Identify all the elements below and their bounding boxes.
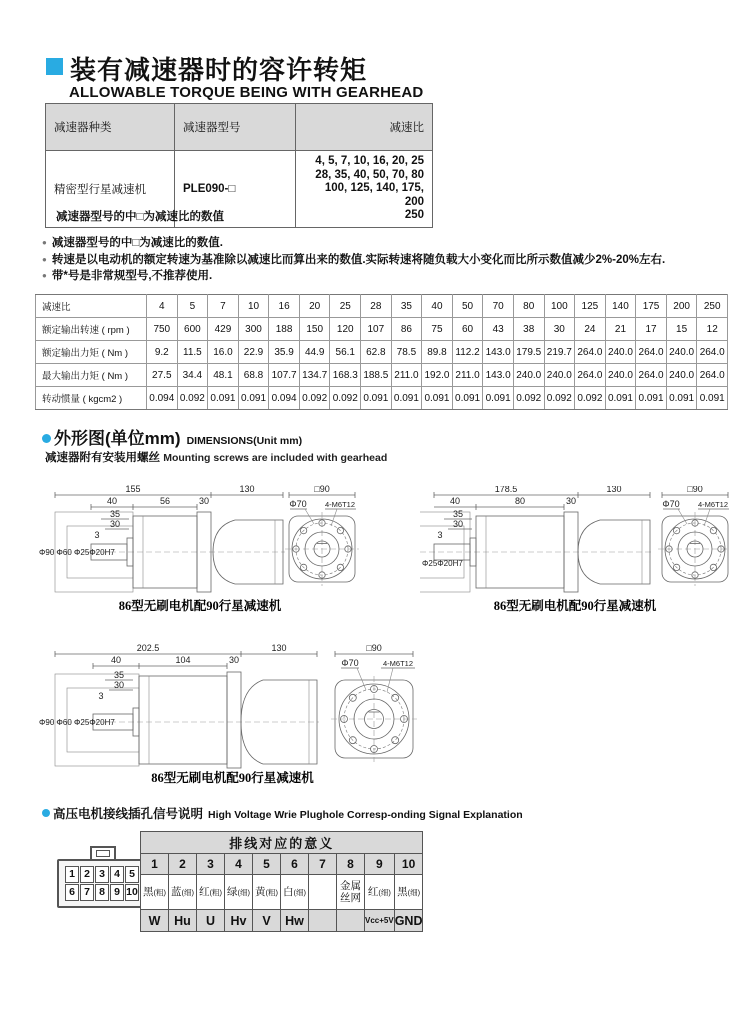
spec-value: 86 bbox=[391, 318, 422, 341]
spec-value: 240.0 bbox=[605, 364, 636, 387]
spec-value: 5 bbox=[177, 295, 208, 318]
dim-pilot-diameter: Φ70 bbox=[341, 658, 359, 668]
page-title-row bbox=[46, 50, 367, 87]
spec-row-label: 最大输出力矩 ( Nm ) bbox=[36, 364, 147, 387]
spec-value: 38 bbox=[513, 318, 544, 341]
spec-value: 0.091 bbox=[697, 387, 728, 410]
spec-value: 0.092 bbox=[299, 387, 330, 410]
spec-value: 9.2 bbox=[147, 341, 178, 364]
dim-shaft-diameters: Φ90 Φ60 Φ25Φ20H7 bbox=[39, 718, 115, 727]
connector-plug-icon bbox=[57, 846, 149, 908]
wiring-signal-cell: Hu bbox=[169, 910, 197, 932]
spec-value: 22.9 bbox=[238, 341, 269, 364]
dim-shaft-diameters: Φ90 Φ60 Φ25Φ20H7 bbox=[39, 548, 115, 557]
wiring-section-header bbox=[42, 804, 523, 822]
spec-value: 10 bbox=[238, 295, 269, 318]
wire-thickness-note: (细) bbox=[181, 887, 194, 897]
wiring-signal-cell: GND bbox=[394, 910, 423, 932]
wiring-pin-number: 1 bbox=[141, 854, 169, 875]
spec-value: 264.0 bbox=[697, 364, 728, 387]
dim-d4: 35 bbox=[452, 509, 464, 519]
dim-bolt-spec: 4-M6T12 bbox=[697, 500, 729, 509]
wiring-signal-cell: U bbox=[197, 910, 225, 932]
dim-total: 178.5 bbox=[494, 486, 518, 494]
drawing-2-dimensions bbox=[422, 486, 650, 568]
spec-value: 4 bbox=[147, 295, 178, 318]
dim-total: 202.5 bbox=[136, 643, 160, 653]
spec-value: 12 bbox=[697, 318, 728, 341]
gearhead-header-row bbox=[46, 104, 433, 151]
spec-value: 600 bbox=[177, 318, 208, 341]
dim-bolt-spec: 4-M6T12 bbox=[382, 659, 414, 668]
spec-value: 7 bbox=[208, 295, 239, 318]
title-square-icon bbox=[46, 58, 63, 75]
spec-value: 0.091 bbox=[422, 387, 453, 410]
spec-value: 264.0 bbox=[636, 364, 667, 387]
spec-value: 11.5 bbox=[177, 341, 208, 364]
spec-row bbox=[36, 341, 728, 364]
spec-value: 750 bbox=[147, 318, 178, 341]
spec-value: 219.7 bbox=[544, 341, 575, 364]
spec-value: 0.091 bbox=[636, 387, 667, 410]
wiring-color-cell: 金属丝网 bbox=[337, 875, 365, 910]
spec-value: 0.094 bbox=[269, 387, 300, 410]
spec-value: 250 bbox=[697, 295, 728, 318]
spec-value: 192.0 bbox=[422, 364, 453, 387]
spec-value: 60 bbox=[452, 318, 483, 341]
spec-value: 211.0 bbox=[452, 364, 483, 387]
spec-value: 89.8 bbox=[422, 341, 453, 364]
wire-thickness-note: (粗) bbox=[265, 887, 278, 897]
dim-flange-length: 30 bbox=[198, 496, 210, 506]
wiring-signal-cell bbox=[337, 910, 365, 932]
spec-value: 0.092 bbox=[544, 387, 575, 410]
connector-row-2 bbox=[61, 884, 143, 901]
col-gearhead-model: 减速器型号 bbox=[175, 104, 296, 151]
wiring-pin-number: 4 bbox=[225, 854, 253, 875]
dimensions-title-en: DIMENSIONS(Unit mm) bbox=[186, 435, 303, 447]
dim-d6: 3 bbox=[94, 530, 100, 540]
connector-pin: 6 bbox=[65, 884, 79, 901]
wiring-pin-number: 3 bbox=[197, 854, 225, 875]
spec-value: 0.091 bbox=[238, 387, 269, 410]
spec-value: 16.0 bbox=[208, 341, 239, 364]
spec-value: 0.092 bbox=[330, 387, 361, 410]
wire-thickness-note: (粗) bbox=[153, 887, 166, 897]
spec-row-label: 额定输出转速 ( rpm ) bbox=[36, 318, 147, 341]
spec-value: 78.5 bbox=[391, 341, 422, 364]
dim-motor-length: 130 bbox=[606, 486, 622, 494]
spec-value: 62.8 bbox=[361, 341, 392, 364]
wiring-pin-number: 9 bbox=[365, 854, 395, 875]
spec-value: 44.9 bbox=[299, 341, 330, 364]
spec-value: 35.9 bbox=[269, 341, 300, 364]
dimensions-subtitle-zh: 减速器附有安装用螺丝 bbox=[45, 452, 160, 464]
spec-value: 20 bbox=[299, 295, 330, 318]
drawing-1-front-view bbox=[285, 484, 359, 586]
connector-pin: 4 bbox=[110, 866, 124, 883]
dim-motor-length: 130 bbox=[239, 484, 255, 494]
spec-value: 0.091 bbox=[208, 387, 239, 410]
spec-value: 240.0 bbox=[605, 341, 636, 364]
dim-total: 155 bbox=[125, 484, 141, 494]
wiring-color-cell: 蓝(细) bbox=[169, 875, 197, 910]
drawing-2-caption: 86型无刷电机配90行星减速机 bbox=[493, 599, 657, 613]
spec-value: 150 bbox=[299, 318, 330, 341]
dim-shaft-diameters: Φ25Φ20H7 bbox=[422, 559, 463, 568]
wiring-color-row bbox=[141, 875, 423, 910]
gearhead-ratio-cell bbox=[296, 151, 433, 228]
spec-value: 0.092 bbox=[575, 387, 606, 410]
dim-flange-length: 30 bbox=[565, 496, 577, 506]
connector-pin: 2 bbox=[80, 866, 94, 883]
spec-row bbox=[36, 318, 728, 341]
spec-value: 264.0 bbox=[636, 341, 667, 364]
wiring-pin-number: 5 bbox=[253, 854, 281, 875]
wire-thickness-note: (细) bbox=[407, 887, 421, 897]
wiring-signal-cell: Hv bbox=[225, 910, 253, 932]
dim-d4: 35 bbox=[109, 509, 121, 519]
wire-thickness-note: (细) bbox=[378, 887, 391, 897]
spec-row-label: 转动惯量 ( kgcm2 ) bbox=[36, 387, 147, 410]
spec-value: 34.4 bbox=[177, 364, 208, 387]
spec-value: 120 bbox=[330, 318, 361, 341]
spec-value: 0.091 bbox=[391, 387, 422, 410]
spec-value: 143.0 bbox=[483, 341, 514, 364]
spec-value: 240.0 bbox=[666, 341, 697, 364]
wiring-color-cell: 黑(细) bbox=[394, 875, 423, 910]
spec-row-label: 减速比 bbox=[36, 295, 147, 318]
page-title-en: ALLOWABLE TORQUE BEING WITH GEARHEAD bbox=[69, 84, 424, 101]
dim-gearbox-length: 104 bbox=[175, 655, 191, 665]
dim-flange-square: □90 bbox=[687, 486, 703, 494]
drawing-3-front-view bbox=[331, 643, 417, 762]
wiring-pin-number: 8 bbox=[337, 854, 365, 875]
connector-pin: 9 bbox=[110, 884, 124, 901]
dim-shaft-length: 40 bbox=[110, 655, 122, 665]
wiring-color-cell: 红(粗) bbox=[197, 875, 225, 910]
spec-value: 21 bbox=[605, 318, 636, 341]
connector-body bbox=[57, 859, 147, 908]
bullet-icon bbox=[42, 809, 50, 817]
wiring-pin-number: 6 bbox=[281, 854, 309, 875]
spec-value: 429 bbox=[208, 318, 239, 341]
drawing-3-caption: 86型无刷电机配90行星减速机 bbox=[151, 771, 314, 785]
dim-d4: 35 bbox=[113, 670, 125, 680]
spec-value: 70 bbox=[483, 295, 514, 318]
gearhead-footnote: 减速器型号的中□为减速比的数值 bbox=[56, 211, 224, 223]
dim-pilot-diameter: Φ70 bbox=[289, 499, 307, 509]
spec-row-label: 额定输出力矩 ( Nm ) bbox=[36, 341, 147, 364]
notes-list bbox=[42, 235, 742, 285]
gearhead-model: PLE090-□ bbox=[175, 151, 296, 228]
spec-value: 28 bbox=[361, 295, 392, 318]
wire-thickness-note: (细) bbox=[237, 887, 250, 897]
wiring-color-cell bbox=[309, 875, 337, 910]
spec-value: 107 bbox=[361, 318, 392, 341]
spec-value: 0.091 bbox=[666, 387, 697, 410]
wiring-color-cell: 红(细) bbox=[365, 875, 395, 910]
spec-value: 175 bbox=[636, 295, 667, 318]
dim-shaft-length: 40 bbox=[449, 496, 461, 506]
spec-value: 112.2 bbox=[452, 341, 483, 364]
spec-value: 125 bbox=[575, 295, 606, 318]
spec-value: 17 bbox=[636, 318, 667, 341]
drawing-2-front-view bbox=[658, 486, 730, 586]
dimensions-subtitle bbox=[45, 449, 387, 465]
connector-pin: 5 bbox=[125, 866, 139, 883]
spec-value: 134.7 bbox=[299, 364, 330, 387]
spec-value: 68.8 bbox=[238, 364, 269, 387]
dim-gearbox-length: 56 bbox=[159, 496, 171, 506]
wiring-pin-number: 7 bbox=[309, 854, 337, 875]
connector-latch bbox=[90, 846, 116, 859]
drawing-2 bbox=[420, 486, 730, 598]
spec-value: 40 bbox=[422, 295, 453, 318]
spec-value: 188 bbox=[269, 318, 300, 341]
dim-flange-length: 30 bbox=[228, 655, 240, 665]
dimensions-title: 外形图(单位mm) bbox=[54, 429, 181, 448]
dim-motor-length: 130 bbox=[271, 643, 287, 653]
connector-pin: 10 bbox=[125, 884, 139, 901]
wiring-title-row bbox=[141, 832, 423, 854]
spec-value: 300 bbox=[238, 318, 269, 341]
spec-value: 16 bbox=[269, 295, 300, 318]
wiring-signal-cell: Hw bbox=[281, 910, 309, 932]
spec-table-body bbox=[36, 295, 728, 410]
note-item: ● 转速是以电动机的额定转速为基准除以减速比而算出来的数值.实际转速将随负载大小变化而比所示数值减少2%-20%左右. bbox=[42, 252, 742, 269]
connector-pin: 7 bbox=[80, 884, 94, 901]
wiring-table-body bbox=[141, 832, 423, 932]
wiring-color-cell: 黑(粗) bbox=[141, 875, 169, 910]
wiring-color-cell: 黄(粗) bbox=[253, 875, 281, 910]
drawing-3-dimensions bbox=[39, 643, 317, 727]
spec-value: 143.0 bbox=[483, 364, 514, 387]
dim-d6: 3 bbox=[98, 691, 104, 701]
spec-value: 264.0 bbox=[575, 364, 606, 387]
ratio-line: 100, 125, 140, 175, 200 bbox=[324, 182, 424, 208]
wiring-signal-cell: Vcc+5V bbox=[365, 910, 395, 932]
spec-value: 240.0 bbox=[666, 364, 697, 387]
wiring-title: 高压电机接线插孔信号说明 bbox=[53, 807, 204, 821]
dim-d5: 30 bbox=[113, 680, 125, 690]
dim-bolt-spec: 4-M6T12 bbox=[324, 500, 356, 509]
wiring-pin-row bbox=[141, 854, 423, 875]
spec-value: 43 bbox=[483, 318, 514, 341]
spec-value: 24 bbox=[575, 318, 606, 341]
spec-value: 0.092 bbox=[513, 387, 544, 410]
wiring-color-cell: 白(细) bbox=[281, 875, 309, 910]
wiring-color-cell: 绿(细) bbox=[225, 875, 253, 910]
wiring-table bbox=[140, 831, 423, 932]
ratio-line: 28, 35, 40, 50, 70, 80 bbox=[315, 168, 424, 181]
drawing-1-caption: 86型无刷电机配90行星减速机 bbox=[118, 599, 282, 613]
dim-flange-square: □90 bbox=[314, 484, 330, 494]
wiring-signal-cell: W bbox=[141, 910, 169, 932]
ratio-line: 4, 5, 7, 10, 16, 20, 25 bbox=[315, 155, 424, 167]
wiring-pin-number: 2 bbox=[169, 854, 197, 875]
connector-latch-inner bbox=[96, 850, 110, 857]
bullet-icon bbox=[42, 434, 51, 443]
spec-value: 48.1 bbox=[208, 364, 239, 387]
spec-value: 75 bbox=[422, 318, 453, 341]
wiring-signal-cell bbox=[309, 910, 337, 932]
spec-row bbox=[36, 295, 728, 318]
connector-pin: 3 bbox=[95, 866, 109, 883]
wiring-signal-row bbox=[141, 910, 423, 932]
col-gearhead-type: 减速器种类 bbox=[46, 104, 175, 151]
dim-flange-square: □90 bbox=[366, 643, 382, 653]
dimensions-section-header bbox=[42, 424, 302, 449]
wire-thickness-note: (粗) bbox=[209, 887, 222, 897]
dim-shaft-length: 40 bbox=[106, 496, 118, 506]
spec-value: 0.091 bbox=[361, 387, 392, 410]
spec-value: 188.5 bbox=[361, 364, 392, 387]
spec-value: 56.1 bbox=[330, 341, 361, 364]
wiring-signal-cell: V bbox=[253, 910, 281, 932]
spec-value: 240.0 bbox=[513, 364, 544, 387]
wiring-pin-number: 10 bbox=[394, 854, 423, 875]
wiring-title-en: High Voltage Wrie Plughole Corresp-onding Signal Explanation bbox=[208, 809, 523, 821]
dim-gearbox-length: 80 bbox=[514, 496, 526, 506]
connector-pin: 8 bbox=[95, 884, 109, 901]
col-gearhead-ratio: 减速比 bbox=[296, 104, 433, 151]
dim-pilot-diameter: Φ70 bbox=[662, 499, 680, 509]
spec-value: 200 bbox=[666, 295, 697, 318]
spec-value: 100 bbox=[544, 295, 575, 318]
spec-value: 140 bbox=[605, 295, 636, 318]
connector-pin: 1 bbox=[65, 866, 79, 883]
spec-value: 0.094 bbox=[147, 387, 178, 410]
spec-value: 264.0 bbox=[575, 341, 606, 364]
note-item: ● 带*号是非常规型号,不推荐使用. bbox=[42, 268, 742, 285]
wiring-table-title: 排线对应的意义 bbox=[141, 832, 423, 854]
spec-value: 0.092 bbox=[177, 387, 208, 410]
spec-value: 107.7 bbox=[269, 364, 300, 387]
drawing-1 bbox=[35, 486, 365, 598]
dim-d6: 3 bbox=[437, 530, 443, 540]
spec-row bbox=[36, 387, 728, 410]
page-title: 装有减速器时的容许转矩 bbox=[70, 55, 368, 85]
note-item: ● 减速器型号的中□为减速比的数值. bbox=[42, 235, 742, 252]
spec-value: 179.5 bbox=[513, 341, 544, 364]
drawing-1-dimensions bbox=[39, 484, 283, 557]
gearhead-type: 精密型行星减速机 bbox=[46, 151, 175, 228]
spec-value: 25 bbox=[330, 295, 361, 318]
spec-value: 240.0 bbox=[544, 364, 575, 387]
spec-value: 264.0 bbox=[697, 341, 728, 364]
spec-value: 0.091 bbox=[452, 387, 483, 410]
wire-thickness-note: (细) bbox=[293, 887, 306, 897]
spec-value: 0.091 bbox=[483, 387, 514, 410]
dimensions-subtitle-en: Mounting screws are included with gearhead bbox=[163, 452, 388, 464]
spec-table bbox=[35, 294, 728, 410]
spec-value: 50 bbox=[452, 295, 483, 318]
spec-value: 27.5 bbox=[147, 364, 178, 387]
spec-value: 35 bbox=[391, 295, 422, 318]
spec-value: 15 bbox=[666, 318, 697, 341]
spec-value: 30 bbox=[544, 318, 575, 341]
spec-value: 0.091 bbox=[605, 387, 636, 410]
spec-value: 80 bbox=[513, 295, 544, 318]
drawing-3 bbox=[35, 642, 430, 777]
spec-row bbox=[36, 364, 728, 387]
ratio-line: 250 bbox=[404, 209, 424, 221]
dim-d5: 30 bbox=[109, 519, 121, 529]
connector-row-1 bbox=[61, 866, 143, 883]
dim-d5: 30 bbox=[452, 519, 464, 529]
spec-value: 211.0 bbox=[391, 364, 422, 387]
spec-value: 168.3 bbox=[330, 364, 361, 387]
